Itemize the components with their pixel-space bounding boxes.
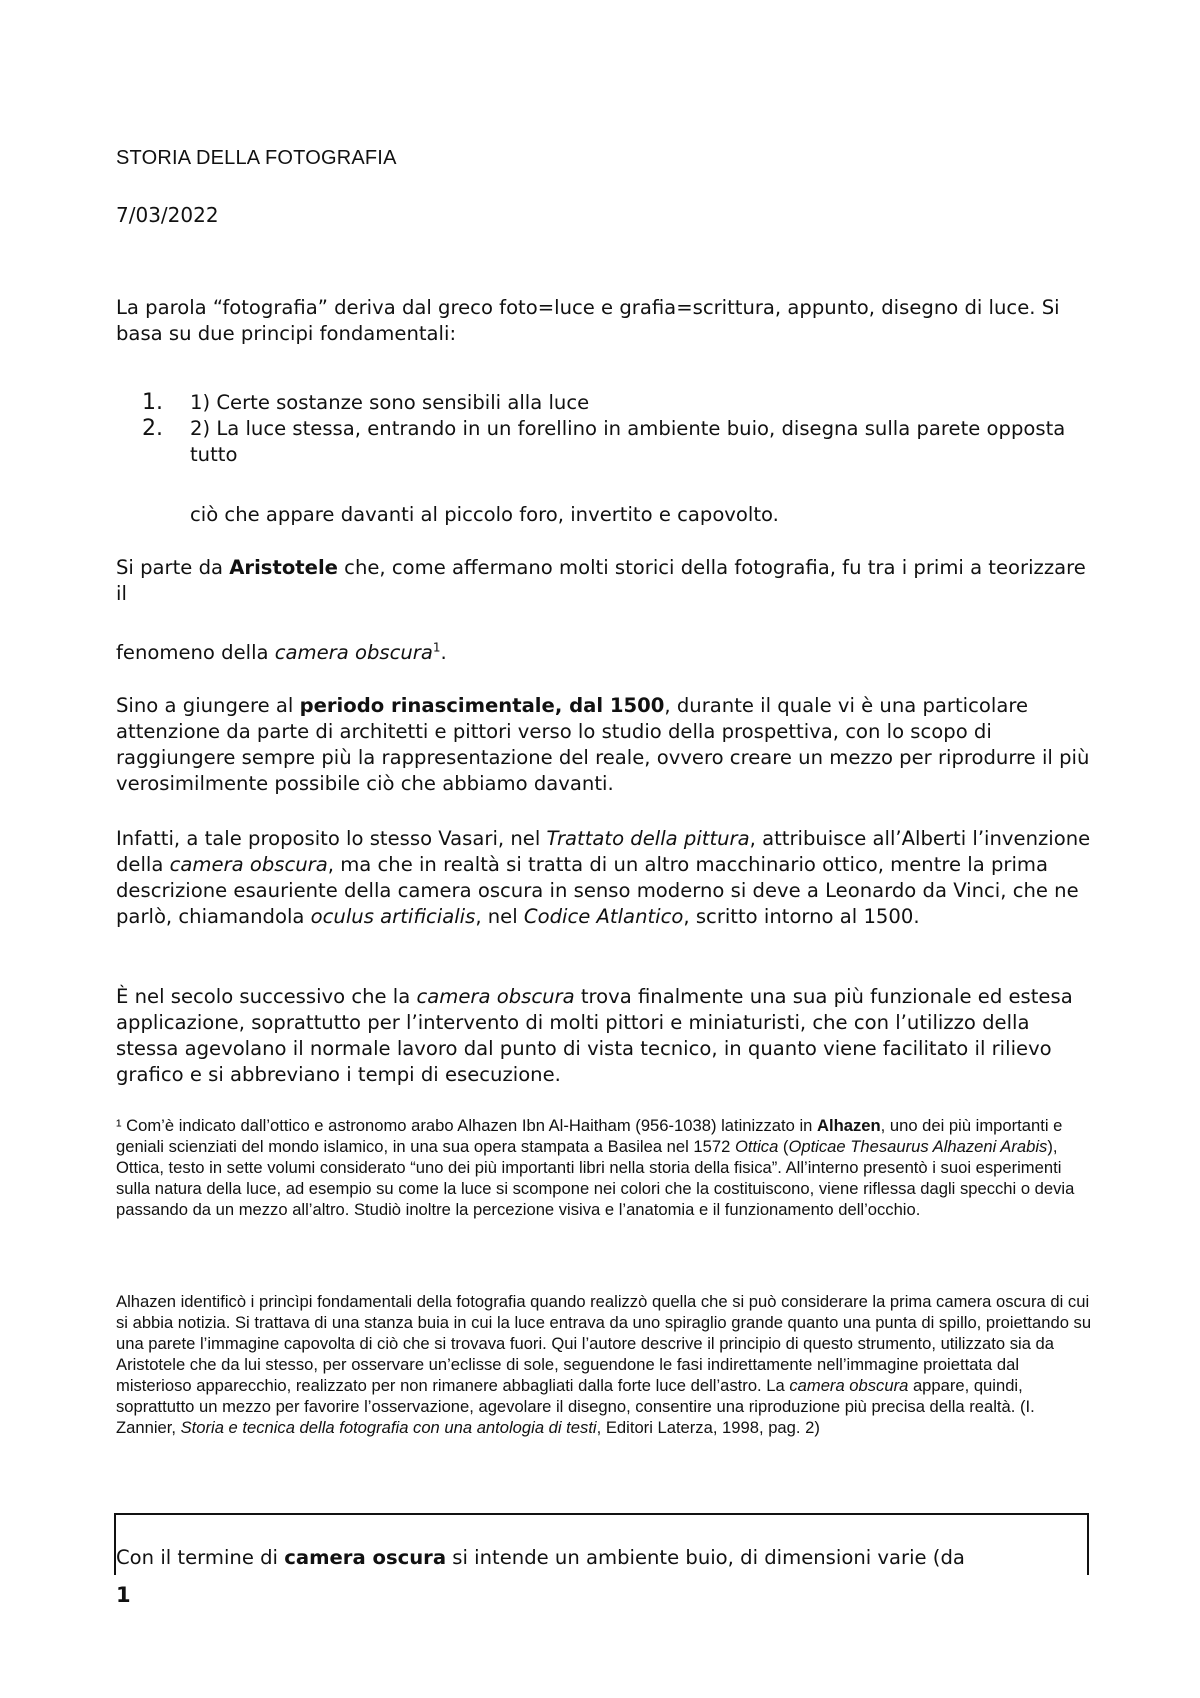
italic-run: oculus artificialis [310, 905, 476, 928]
bold-run: Aristotele [229, 556, 338, 579]
text-run: , uno dei più importanti e geniali scienziati del mondo islamico, in una sua opera stampata a Basilea nel 1572 [116, 1116, 1063, 1156]
italic-run: Opticae Thesaurus Alhazeni Arabis [788, 1137, 1048, 1156]
text-run: ( [778, 1137, 789, 1156]
principles-list [116, 390, 1096, 468]
text-run: È nel secolo successivo che la [116, 985, 417, 1008]
text-run: . [440, 641, 447, 664]
text-run: Sino a giungere al [116, 694, 300, 717]
text-run: , Editori Laterza, 1998, pag. 2) [596, 1418, 820, 1437]
italic-run: Storia e tecnica della fotografia con una antologia di testi [180, 1418, 597, 1437]
italic-run: Ottica [734, 1137, 779, 1156]
text-run: Si parte da [116, 556, 230, 579]
text-run: fenomeno della [116, 641, 275, 664]
list-item [116, 390, 1096, 416]
document-date: 7/03/2022 [116, 203, 219, 227]
text-run: Con il termine di [116, 1546, 285, 1569]
text-run: Com’è indicato dall’ottico e astronomo arabo Alhazen Ibn Al-Haitham (956-1038) latinizzato in [121, 1116, 818, 1135]
text-run: Infatti, a tale proposito lo stesso Vasari, nel [116, 827, 547, 850]
italic-run: camera obscura [274, 641, 433, 664]
page-number: 1 [116, 1583, 131, 1607]
italic-run: camera obscura [169, 853, 328, 876]
text-run: appare, quindi, soprattutto un mezzo per favorire l’osservazione, agevolare il disegno, consentire una riproduzione più precisa della realtà. (I. Zannier, [116, 1376, 1035, 1437]
italic-run: camera obscura [789, 1376, 909, 1395]
footnote-2 [116, 1291, 1096, 1438]
italic-run: Codice Atlantico [523, 905, 684, 928]
text-run: , ma che in realtà si tratta di un altro macchinario ottico, mentre la prima descrizione esauriente della camera oscura in senso moderno si deve a Leonardo da Vinci, che ne parlò, chiamandola [116, 853, 1079, 928]
text-run: che, come affermano molti storici della fotografia, fu tra i primi a teorizzare il [116, 556, 1086, 605]
box-text [116, 1545, 1106, 1571]
camera-oscura-box [114, 1513, 1089, 1575]
text-run: , scritto intorno al 1500. [683, 905, 920, 928]
bold-run: periodo rinascimentale, dal 1500 [299, 694, 665, 717]
italic-run: camera obscura [416, 985, 575, 1008]
text-run: , nel [475, 905, 524, 928]
fenomeno-paragraph [116, 640, 1096, 666]
text-run: ), Ottica, testo in sette volumi considerato “uno dei più importanti libri nella storia della fisica”. All’interno presentò i suoi esperimenti sulla natura della luce, ad esempio su come la luce si scompone nei colori che la costituiscono, viene riflessa dagli specchi o devia passando da un mezzo all’altro. Studiò inoltre la percezione visiva e l’anatomia e il funzionamento dell’occhio. [116, 1137, 1075, 1219]
document-title: STORIA DELLA FOTOGRAFIA [116, 147, 397, 169]
text-run: si intende un ambiente buio, di dimensioni varie (da [446, 1546, 965, 1569]
text-run: , durante il quale vi è una particolare attenzione da parte di architetti e pittori verso lo studio della prospettiva, con lo scopo di raggiungere sempre più la rappresentazione del reale, ovvero creare un mezzo per riprodurre il più verosimilmente possibile ciò che abbiamo davanti. [116, 694, 1090, 795]
footnote-1 [116, 1115, 1096, 1220]
list-continuation: ciò che appare davanti al piccolo foro, invertito e capovolto. [190, 503, 779, 526]
list-number: 2. [142, 416, 163, 441]
list-item-text: 2) La luce stessa, entrando in un forellino in ambiente buio, disegna sulla parete opposta tutto [190, 417, 1066, 466]
list-item [116, 416, 1096, 468]
aristotele-paragraph [116, 555, 1096, 607]
bold-run: camera oscura [284, 1546, 447, 1569]
text-run: Alhazen identificò i princìpi fondamentali della fotografia quando realizzò quella che si può considerare la prima camera oscura di cui si abbia notizia. Si trattava di una stanza buia in cui la luce entrava da uno spiraglio grande quanto una punta di spillo, proiettando su una parete l’immagine capovolta di ciò che si trovava fuori. Qui l’autore descrive il principio di questo strumento, utilizzato sia da Aristotele che da lui stesso, per osservare un’eclisse di sole, seguendone le fasi indirettamente nell’immagine proiettata dal misterioso apparecchio, realizzato per non rimanere abbagliati dalla forte luce dell’astro. La [116, 1292, 1092, 1395]
rinascimento-paragraph [116, 693, 1096, 797]
list-item-text: 1) Certe sostanze sono sensibili alla luce [190, 391, 590, 414]
text-run: trova finalmente una sua più funzionale ed estesa applicazione, soprattutto per l’intervento di molti pittori e miniaturisti, che con l’utilizzo della stessa agevolano il normale lavoro dal punto di vista tecnico, in quanto viene facilitato il rilievo grafico e si abbreviano i tempi di esecuzione. [116, 985, 1073, 1086]
italic-run: Trattato della pittura [546, 827, 750, 850]
list-number: 1. [142, 390, 163, 415]
text-run: , attribuisce all’Alberti l’invenzione della [116, 827, 1091, 876]
secolo-paragraph [116, 984, 1096, 1088]
intro-paragraph: La parola “fotografia” deriva dal greco foto=luce e grafia=scrittura, appunto, disegno di luce. Si basa su due principi fondamentali: [116, 296, 1060, 345]
footnote-mark: ¹ [116, 1116, 122, 1135]
footnote-ref: 1 [432, 640, 441, 655]
vasari-paragraph [116, 826, 1096, 930]
bold-run: Alhazen [817, 1116, 881, 1135]
